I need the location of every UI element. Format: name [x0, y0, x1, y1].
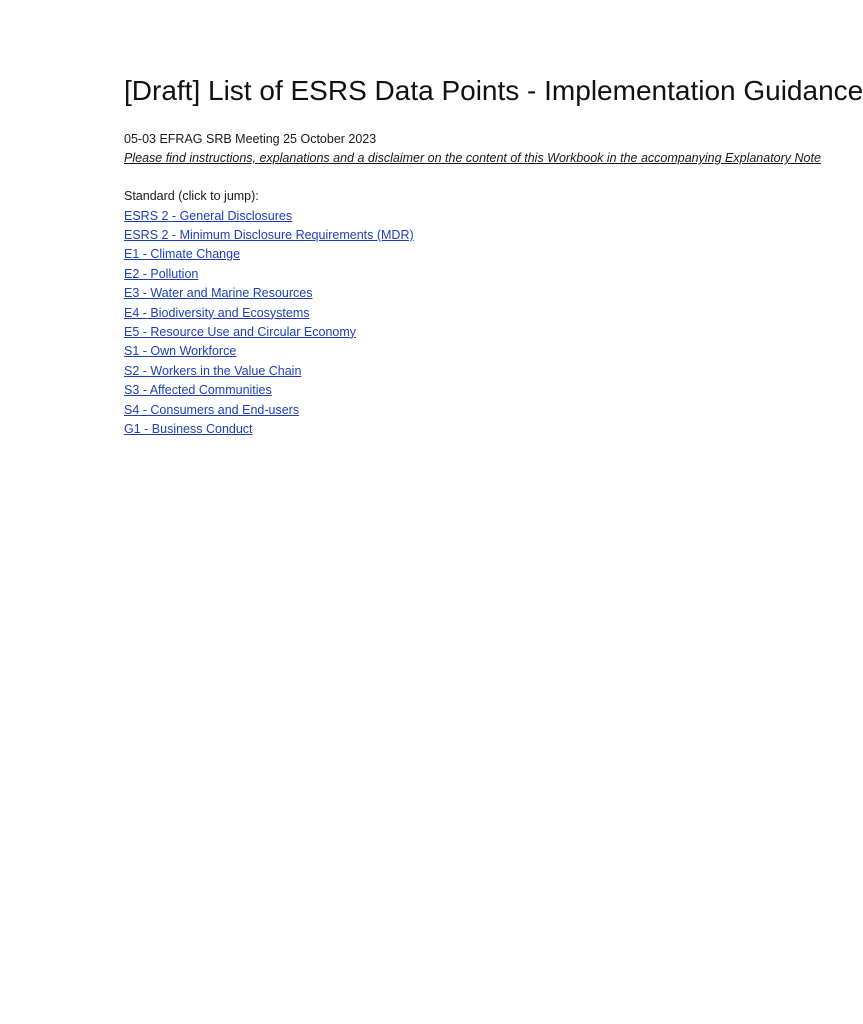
list-item	[124, 284, 663, 303]
link-g1-business[interactable]: G1 - Business Conduct	[124, 421, 253, 436]
list-item	[124, 226, 663, 245]
link-esrs2-mdr[interactable]: ESRS 2 - Minimum Disclosure Requirements (MDR)	[124, 227, 414, 242]
list-item	[124, 381, 663, 400]
link-s1-workforce[interactable]: S1 - Own Workforce	[124, 344, 237, 359]
link-e1-climate[interactable]: E1 - Climate Change	[124, 247, 241, 262]
link-s4-consumers[interactable]: S4 - Consumers and End-users	[124, 402, 300, 417]
list-item	[124, 245, 663, 264]
list-item	[124, 342, 663, 361]
list-item	[124, 420, 663, 439]
link-esrs2-general[interactable]: ESRS 2 - General Disclosures	[124, 208, 293, 223]
list-item	[124, 362, 663, 381]
list-item	[124, 207, 663, 226]
list-item	[124, 265, 663, 284]
worksheet	[124, 72, 863, 439]
list-item	[124, 304, 663, 323]
disclaimer-notice: Please find instructions, explanations and a disclaimer on the content of this Workbook in the accompanying Explanatory Note	[124, 151, 821, 165]
link-e2-pollution[interactable]: E2 - Pollution	[124, 266, 199, 281]
list-item	[124, 323, 663, 342]
link-e5-resources[interactable]: E5 - Resource Use and Circular Economy	[124, 324, 357, 339]
link-e3-water[interactable]: E3 - Water and Marine Resources	[124, 286, 313, 301]
jump-label: Standard (click to jump):	[124, 189, 259, 203]
document-title: [Draft] List of ESRS Data Points - Implementation Guidance	[124, 75, 863, 106]
list-item	[124, 401, 663, 420]
meeting-info: 05-03 EFRAG SRB Meeting 25 October 2023	[124, 132, 377, 146]
link-s3-communities[interactable]: S3 - Affected Communities	[124, 383, 272, 398]
standards-link-list	[124, 207, 663, 440]
link-e4-biodiversity[interactable]: E4 - Biodiversity and Ecosystems	[124, 305, 310, 320]
link-s2-value-chain[interactable]: S2 - Workers in the Value Chain	[124, 363, 302, 378]
